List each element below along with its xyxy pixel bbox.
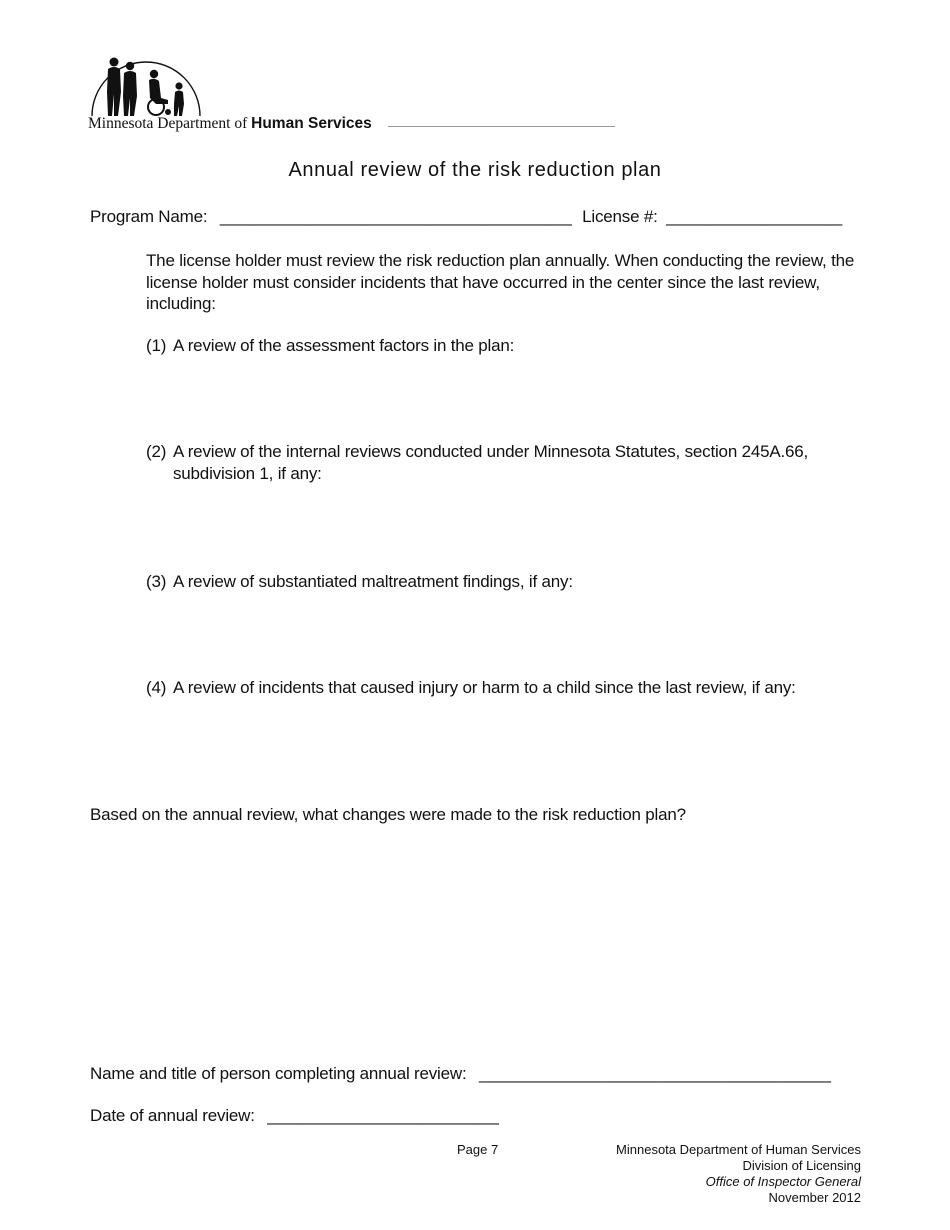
item-text: A review of the assessment factors in the plan: xyxy=(173,336,515,355)
review-item-2 xyxy=(146,441,866,487)
date-field[interactable]: _________________________ xyxy=(267,1106,499,1125)
logo-org-prefix: Minnesota Department of xyxy=(88,115,248,132)
page-title: Annual review of the risk reduction plan xyxy=(288,159,662,181)
review-item-1 xyxy=(146,335,866,359)
item-text: A review of the internal reviews conducted under Minnesota Statutes, section 245A.66, subdivision 1, if any: xyxy=(173,442,809,483)
item-number: (3) xyxy=(146,572,167,591)
footer-org-block xyxy=(616,1142,861,1206)
intro-paragraph: The license holder must review the risk reduction plan annually. When conducting the review, the license holder must consider incidents that have occurred in the center since the last review, including: xyxy=(146,251,855,313)
changes-question: Based on the annual review, what changes were made to the risk reduction plan? xyxy=(90,805,686,824)
family-silhouette-icon xyxy=(88,52,204,118)
item-text: A review of substantiated maltreatment findings, if any: xyxy=(173,572,573,591)
page-number: Page 7 xyxy=(457,1142,499,1157)
date-label: Date of annual review: xyxy=(90,1106,255,1125)
program-name-label: Program Name: xyxy=(90,207,208,226)
program-license-line xyxy=(90,207,842,227)
license-field[interactable]: ___________________ xyxy=(666,207,843,226)
program-name-field[interactable]: ______________________________________ xyxy=(219,207,572,226)
review-item-3 xyxy=(146,571,866,595)
license-label: License #: xyxy=(582,207,658,226)
logo-org-bold: Human Services xyxy=(251,115,372,132)
name-title-field[interactable]: ______________________________________ xyxy=(479,1064,831,1083)
footer-org-line2: Division of Licensing xyxy=(742,1158,861,1173)
date-line xyxy=(90,1106,499,1126)
item-number: (2) xyxy=(146,442,167,461)
name-title-line xyxy=(90,1064,831,1084)
footer-org-line1: Minnesota Department of Human Services xyxy=(616,1142,861,1157)
footer-org-line4: November 2012 xyxy=(768,1190,861,1205)
review-item-4 xyxy=(146,677,866,701)
name-title-label: Name and title of person completing annual review: xyxy=(90,1064,467,1083)
item-text: A review of incidents that caused injury or harm to a child since the last review, if any: xyxy=(173,678,796,697)
item-number: (1) xyxy=(146,336,167,355)
footer-org-line3: Office of Inspector General xyxy=(705,1174,861,1189)
dhs-logo xyxy=(88,52,618,136)
logo-rule xyxy=(388,126,615,127)
logo-wordmark xyxy=(88,115,372,133)
item-number: (4) xyxy=(146,678,167,697)
